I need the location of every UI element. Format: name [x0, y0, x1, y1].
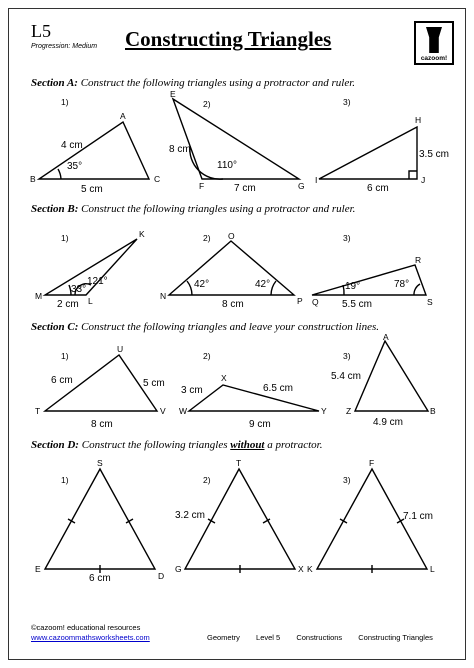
vertex-label: G — [175, 564, 182, 574]
section-a-heading: Section A: Construct the following triangles using a protractor and ruler. — [31, 77, 356, 89]
vertex-label: Y — [321, 406, 327, 416]
footer-copyright: ©cazoom! educational resources — [31, 623, 141, 632]
side-length: 6.5 cm — [263, 383, 294, 394]
vertex-label: B — [30, 174, 36, 184]
problem-number: 1) — [61, 351, 69, 361]
footer-subject: Constructing Triangles — [358, 633, 433, 642]
vertex-label: S — [427, 297, 433, 307]
side-length: 3.5 cm — [419, 149, 450, 160]
triangle-b3 — [312, 233, 433, 310]
problem-number: 2) — [203, 351, 211, 361]
side-length: 9 cm — [249, 419, 271, 430]
side-length: 4 cm — [61, 140, 83, 151]
problem-number: 1) — [61, 233, 69, 243]
side-length: 5.5 cm — [342, 299, 373, 310]
triangle-d3 — [307, 458, 435, 574]
vertex-label: A — [383, 332, 389, 342]
problem-number: 3) — [343, 475, 351, 485]
side-length: 3 cm — [181, 385, 203, 396]
vertex-label: R — [415, 255, 422, 265]
triangle-c2 — [179, 351, 327, 430]
vertex-label: W — [179, 406, 188, 416]
vertex-label: B — [430, 406, 436, 416]
vertex-label: T — [236, 458, 242, 468]
vertex-label: T — [35, 406, 41, 416]
triangle-b1 — [35, 229, 145, 310]
vertex-label: F — [369, 458, 375, 468]
vertex-label: C — [154, 174, 161, 184]
triangle-b2 — [160, 231, 303, 310]
side-length: 6 cm — [367, 183, 389, 194]
vertex-label: A — [120, 111, 126, 121]
worksheet-page — [8, 8, 466, 660]
section-d-heading: Section D: Construct the following triangles without a protractor. — [31, 439, 323, 451]
side-length: 5.4 cm — [331, 371, 362, 382]
side-length: 4.9 cm — [373, 417, 404, 428]
vertex-label: G — [298, 181, 305, 191]
angle-label: 42° — [194, 279, 210, 290]
vertex-label: X — [298, 564, 304, 574]
triangle-c1 — [35, 344, 166, 430]
vertex-label: E — [170, 89, 176, 99]
level-label: L5 — [31, 21, 51, 41]
side-length: 8 cm — [222, 299, 244, 310]
vertex-label: N — [160, 291, 167, 301]
vertex-label: F — [199, 181, 205, 191]
problem-number: 2) — [203, 233, 211, 243]
problem-number: 3) — [343, 233, 351, 243]
angle-label: 110° — [217, 160, 237, 171]
footer-topic: Geometry — [207, 633, 240, 642]
angle-label: 19° — [345, 281, 361, 292]
section-c-heading: Section C: Construct the following triangles and leave your construction lines. — [31, 321, 380, 333]
vertex-label: X — [221, 373, 227, 383]
vertex-label: U — [117, 344, 124, 354]
angle-label: 78° — [394, 279, 410, 290]
angle-label: 42° — [255, 279, 271, 290]
footer-unit: Constructions — [296, 633, 343, 642]
angle-label: 121° — [87, 276, 108, 287]
triangle-a2 — [169, 89, 305, 194]
triangle-d1 — [35, 458, 164, 584]
problem-number: 1) — [61, 97, 69, 107]
angle-label: 33° — [71, 284, 87, 295]
vertex-label: O — [228, 231, 235, 241]
problem-number: 2) — [203, 475, 211, 485]
side-length: 3.2 cm — [175, 510, 206, 521]
side-length: 5 cm — [143, 378, 165, 389]
triangle-a3 — [315, 97, 449, 194]
triangle-a1 — [30, 97, 160, 195]
vertex-label: K — [139, 229, 145, 239]
footer-website-link[interactable]: www.cazoommathsworksheets.com — [31, 633, 150, 642]
section-b-heading: Section B: Construct the following triangles using a protractor and ruler. — [31, 203, 356, 215]
vertex-label: S — [97, 458, 103, 468]
vertex-label: Q — [312, 297, 319, 307]
logo-text: cazoom! — [420, 55, 448, 62]
problem-number: 2) — [203, 99, 211, 109]
side-length: 2 cm — [57, 299, 79, 310]
vertex-label: P — [297, 296, 303, 306]
vertex-label: D — [158, 571, 165, 581]
vertex-label: J — [421, 175, 426, 185]
triangle-c3 — [331, 332, 436, 428]
side-length: 8 cm — [91, 419, 113, 430]
triangle-d2 — [175, 458, 304, 574]
footer-breadcrumb — [207, 633, 447, 642]
side-length: 6 cm — [51, 375, 73, 386]
vertex-label: H — [415, 115, 422, 125]
side-length: 6 cm — [89, 573, 111, 584]
angle-label: 35° — [67, 161, 83, 172]
problem-number: 3) — [343, 351, 351, 361]
vertex-label: I — [315, 175, 318, 185]
page-title: Constructing Triangles — [125, 27, 332, 51]
vertex-label: Z — [346, 406, 352, 416]
side-length: 5 cm — [81, 184, 103, 195]
problem-number: 1) — [61, 475, 69, 485]
triangle-figures — [9, 9, 467, 661]
progression-label: Progression: Medium — [31, 43, 98, 50]
footer-level: Level 5 — [256, 633, 281, 642]
vertex-label: K — [307, 564, 313, 574]
vertex-label: L — [88, 296, 93, 306]
vertex-label: M — [35, 291, 43, 301]
vertex-label: L — [430, 564, 435, 574]
side-length: 7.1 cm — [403, 511, 434, 522]
side-length: 7 cm — [234, 183, 256, 194]
problem-number: 3) — [343, 97, 351, 107]
vertex-label: V — [160, 406, 166, 416]
side-length: 8 cm — [169, 144, 191, 155]
vertex-label: E — [35, 564, 41, 574]
